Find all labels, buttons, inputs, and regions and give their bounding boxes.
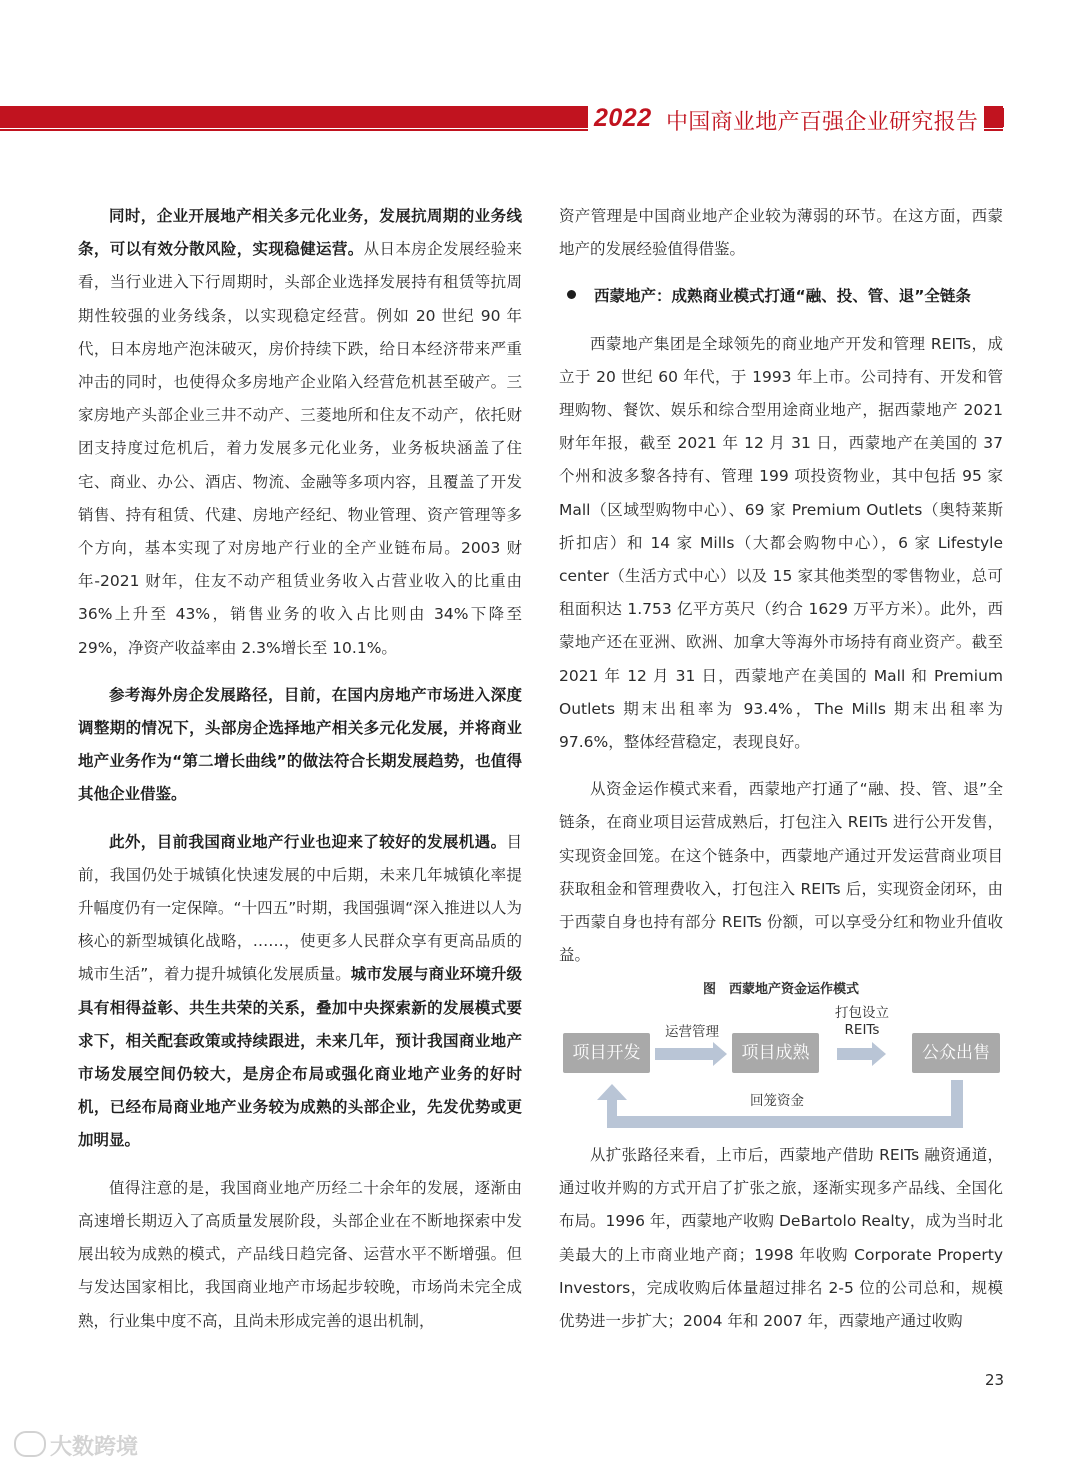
page-number: 23 [985, 1371, 1005, 1389]
paragraph [78, 1172, 522, 1338]
bold-text: 同时，企业开展地产相关多元化业务，发展抗周期的业务线条，可以有效分散风险，实现稳健运营。 [78, 207, 522, 259]
body-text: 从日本房企发展经验来看，当行业进入下行周期时，头部企业选择发展持有租赁等抗周期性较强的业务线条，以实现稳定经营。例如 20 世纪 90 年代，日本房地产泡沫破灭，房价持续下跌，给日本经济带来严重冲击的同时，也使得众多房地产企业陷入经营危机甚至破产。三家房地产头部企业三井不动产、三菱地所和住友不动产，依托财团支持度过危机后，着力发展多元化业务，业务板块涵盖了住宅、商业、办公、酒店、物流、金融等多项内容，且覆盖了开发销售、持有租赁、代建、房地产经纪、物业管理、资产管理等多个方向，基本实现了对房地产行业的全产业链布局。2003 财年-2021 财年，住友不动产租赁业务收入占营业收入的比重由 36%上升至 43%，销售业务的收入占比则由 34%下降至 29%，净资产收益率由 2.3%增长至 10.1%。 [78, 240, 522, 657]
paragraph [78, 200, 522, 665]
paragraph [559, 328, 1003, 760]
paragraph [559, 200, 1003, 266]
arrow-label-package [826, 1005, 898, 1039]
right-column [559, 200, 1003, 972]
header-square-icon [988, 108, 1004, 127]
figure-title: 图 西蒙地产资金运作模式 [702, 982, 859, 997]
flow-arrows [555, 1040, 1010, 1135]
watermark [14, 1430, 138, 1461]
left-column [78, 200, 522, 1338]
flow-box-public-sale: 公众出售 [912, 1033, 1000, 1073]
body-text: 值得注意的是，我国商业地产历经二十余年的发展，逐渐由高速增长期迈入了高质量发展阶段，头部企业在不断地探索中发展出较为成熟的模式，产品线日趋完备、运营水平不断增强。但与发达国家相比，我国商业地产市场起步较晚，市场尚未完全成熟，行业集中度不高，且尚未形成完善的退出机制， [78, 1178, 522, 1330]
paragraph [559, 773, 1003, 972]
arrow-label-package-line1: 打包设立 [835, 1005, 889, 1021]
body-text: 目前，我国仍处于城镇化快速发展的中后期，未来几年城镇化率提升幅度仍有一定保障。“十四五”时期，我国强调“深入推进以人为核心的新型城镇化战略，……，使更多人民群众享有更高品质的城市生活”，着力提升城镇化发展质量。 [78, 832, 522, 984]
body-text: 资产管理是中国商业地产企业较为薄弱的环节。在这方面，西蒙地产的发展经验值得借鉴。 [559, 207, 1003, 259]
bullet-heading [559, 280, 1003, 313]
report-title: 中国商业地产百强企业研究报告 [666, 110, 979, 135]
arrow-label-operation: 运营管理 [665, 1024, 719, 1040]
bold-text: 此外，目前我国商业地产行业也迎来了较好的发展机遇。 [109, 832, 507, 851]
flow-box-project-development: 项目开发 [563, 1033, 650, 1073]
return-label: 回笼资金 [750, 1093, 804, 1109]
paragraph [78, 679, 522, 812]
right-arrow-icon [655, 1042, 727, 1066]
watermark-logo-icon [14, 1431, 46, 1457]
paragraph [78, 826, 522, 1158]
bullet-heading-text: 西蒙地产：成熟商业模式打通“融、投、管、退”全链条 [594, 287, 971, 306]
right-arrow-icon [837, 1042, 886, 1066]
body-text: 从资金运作模式来看，西蒙地产打通了“融、投、管、退”全链条，在商业项目运营成熟后，打包注入 REITs 进行公开发售，实现资金回笼。在这个链条中，西蒙地产通过开发运营商业项目获取租金和管理费收入，打包注入 REITs 后，实现资金闭环，由于西蒙自身也持有部分 REITs 份额，可以享受分红和物业升值收益。 [559, 780, 1003, 965]
body-text: 西蒙地产集团是全球领先的商业地产开发和管理 REITs，成立于 20 世纪 60 年代，于 1993 年上市。公司持有、开发和管理购物、餐饮、娱乐和综合型用途商业地产，据西蒙地产 2021 财年年报，截至 2021 年 12 月 31 日，西蒙地产在美国的 37 个州和波多黎各持有、管理 199 项投资物业，其中包括 95 家 Mall（区域型购物中心）、69 家 Premium Outlets（奥特莱斯折扣店）和 14 家 Mills（大都会购物中心），6 家 Lifestyle center（生活方式中心）以及 15 家其他类型的零售物业，总可租面积达 1.753 亿平方英尺（约合 1629 万平方米）。此外，西蒙地产还在亚洲、欧洲、加拿大等海外市场持有商业资产。截至 2021 年 12 月 31 日，西蒙地产在美国的 Mall 和 Premium Outlets 期末出租率为 93.4%，The Mills 期末出租率为 97.6%，整体经营稳定，表现良好。 [559, 334, 1003, 752]
flow-box-project-mature: 项目成熟 [732, 1033, 819, 1073]
body-text: 从扩张路径来看，上市后，西蒙地产借助 REITs 融资通道，通过收并购的方式开启了扩张之旅，逐渐实现多产品线、全国化布局。1996 年，西蒙地产收购 DeBartolo Realty，成为当时北美最大的上市商业地产商；1998 年收购 Corporate Property Investors，完成收购后体量超过排名 2-5 位的公司总和，规模优势进一步扩大；2004 年和 2007 年，西蒙地产通过收购 [559, 1146, 1003, 1331]
bold-text: 参考海外房企发展路径，目前，在国内房地产市场进入深度调整期的情况下，头部房企选择地产相关多元化发展，并将商业地产业务作为“第二增长曲线”的做法符合长期发展趋势，也值得其他企业借鉴。 [78, 685, 522, 804]
watermark-text: 大数跨境 [50, 1435, 139, 1460]
bold-text: 城市发展与商业环境升级具有相得益彰、共生共荣的关系，叠加中央探索新的发展模式要求下，相关配套政策或持续跟进，未来几年，预计我国商业地产市场发展空间仍较大，是房企布局或强化商业地产业务的好时机，已经布局商业地产业务较为成熟的头部企业，先发优势或更加明显。 [78, 965, 522, 1150]
return-arrow-icon [597, 1080, 963, 1128]
report-year: 2022 [594, 104, 652, 132]
right-column-lower [559, 1139, 1003, 1338]
arrow-label-package-line2: REITs [844, 1022, 880, 1038]
bullet-icon [567, 290, 576, 299]
paragraph [559, 1139, 1003, 1338]
